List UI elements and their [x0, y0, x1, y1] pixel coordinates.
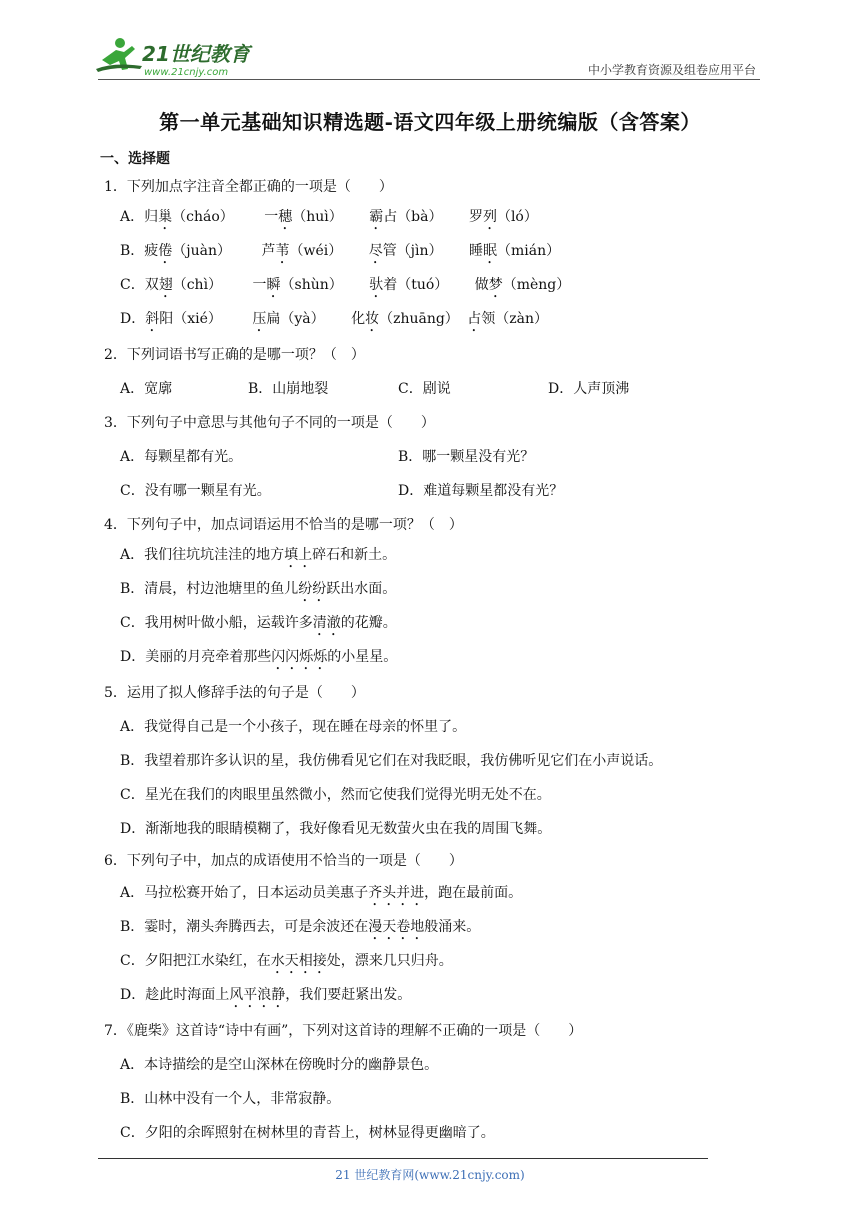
question-3-option-b: B．哪一颗星没有光？: [398, 449, 535, 465]
question-7-stem: 7．《鹿柴》这首诗“诗中有画”，下列对这首诗的理解不正确的一项是（ ）: [104, 1023, 583, 1039]
question-1-option-a: A．归巢（cháo） 一穗（huì） 霸占（bà） 罗列（ló）: [120, 209, 538, 225]
question-1-option-b: B．疲倦（juàn） 芦苇（wéi） 尽管（jìn） 睡眠（mián）: [120, 243, 561, 259]
question-2-option-a: A．宽廓: [120, 381, 173, 397]
question-5-option-b: B．我望着那许多认识的星，我仿佛看见它们在对我眨眼，我仿佛听见它们在小声说话。: [120, 753, 663, 769]
question-5-option-c: C．星光在我们的肉眼里虽然微小，然而它使我们觉得光明无处不在。: [120, 787, 551, 803]
header-divider: [98, 79, 760, 80]
footer-link[interactable]: 21 世纪教育网(www.21cnjy.com): [335, 1168, 525, 1182]
question-2-option-c: C．剧说: [398, 381, 451, 397]
question-3-option-d: D．难道每颗星都没有光？: [398, 483, 564, 499]
page-title: 第一单元基础知识精选题-语文四年级上册统编版（含答案）: [159, 110, 701, 134]
question-6-option-d: D．趁此时海面上风平浪静，我们要赶紧出发。: [120, 987, 412, 1003]
question-7-option-b: B．山林中没有一个人，非常寂静。: [120, 1091, 341, 1107]
question-2-stem: 2．下列词语书写正确的是哪一项？（ ）: [104, 347, 365, 363]
question-1-stem: 1．下列加点字注音全都正确的一项是（ ）: [104, 179, 393, 195]
question-5-stem: 5．运用了拟人修辞手法的句子是（ ）: [104, 685, 365, 701]
site-logo: [94, 36, 264, 80]
question-3-option-c: C．没有哪一颗星有光。: [120, 483, 271, 499]
question-7-option-c: C．夕阳的余晖照射在树林里的青苔上，树林显得更幽暗了。: [120, 1125, 495, 1141]
question-1-option-c: C．双翅（chì） 一瞬（shùn） 驮着（tuó） 做梦（mèng）: [120, 277, 571, 293]
question-4-option-b: B．清晨，村边池塘里的鱼儿纷纷跃出水面。: [120, 581, 397, 597]
footer-divider: [98, 1158, 708, 1159]
question-4-option-c: C．我用树叶做小船，运载许多清澈的花瓣。: [120, 615, 397, 631]
logo-text: 21世纪教育: [142, 42, 250, 66]
question-3-stem: 3．下列句子中意思与其他句子不同的一项是（ ）: [104, 415, 435, 431]
question-1-option-d: D．斜阳（xié） 压扁（yà） 化妆（zhuāng） 占领（zàn）: [120, 311, 549, 327]
question-2-option-d: D．人声顶沸: [548, 381, 630, 397]
question-6-stem: 6．下列句子中，加点的成语使用不恰当的一项是（ ）: [104, 853, 463, 869]
question-4-option-a: A．我们往坑坑洼洼的地方填上碎石和新土。: [120, 547, 397, 563]
question-6-option-c: C．夕阳把江水染红，在水天相接处，漂来几只归舟。: [120, 953, 453, 969]
question-4-stem: 4．下列句子中，加点词语运用不恰当的是哪一项？（ ）: [104, 517, 463, 533]
question-2-option-b: B．山崩地裂: [248, 381, 329, 397]
platform-name: 中小学教育资源及组卷应用平台: [587, 63, 756, 77]
section-heading: 一、选择题: [100, 151, 170, 167]
question-5-option-a: A．我觉得自己是一个小孩子，现在睡在母亲的怀里了。: [120, 719, 467, 735]
question-6-option-b: B．霎时，潮头奔腾西去，可是余波还在漫天卷地般涌来。: [120, 919, 481, 935]
question-4-option-d: D．美丽的月亮牵着那些闪闪烁烁的小星星。: [120, 649, 398, 665]
question-5-option-d: D．渐渐地我的眼睛模糊了，我好像看见无数萤火虫在我的周围飞舞。: [120, 821, 552, 837]
question-3-option-a: A．每颗星都有光。: [120, 449, 243, 465]
question-7-option-a: A．本诗描绘的是空山深林在傍晚时分的幽静景色。: [120, 1057, 439, 1073]
question-6-option-a: A．马拉松赛开始了，日本运动员美惠子齐头并进，跑在最前面。: [120, 885, 523, 901]
logo-url: www.21cnjy.com: [144, 67, 229, 78]
